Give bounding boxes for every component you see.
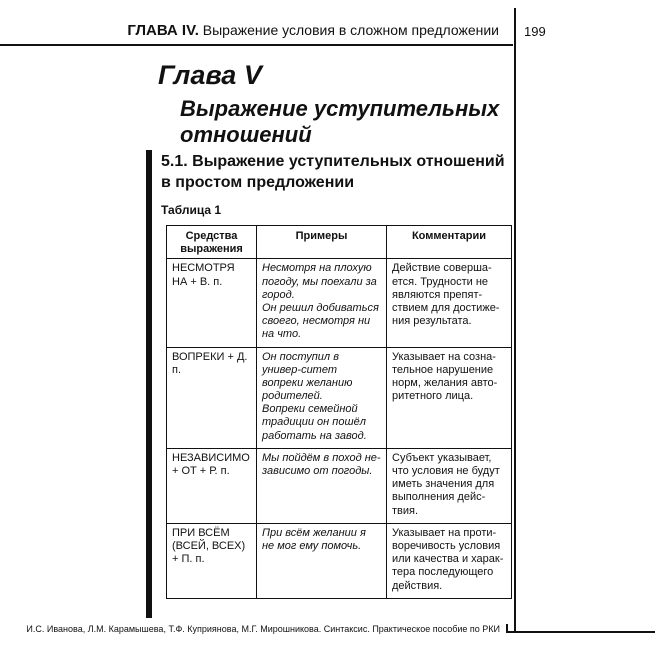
footer-credit: И.С. Иванова, Л.М. Карамышева, Т.Ф. Куприянова, М.Г. Мирошникова. Синтаксис. Практическое пособие по РКИ [26, 624, 500, 634]
column-header: Комментарии [387, 226, 512, 259]
running-head-text [127, 22, 499, 39]
means-cell: ВОПРЕКИ + Д. п. [167, 347, 257, 448]
table-caption: Таблица 1 [161, 203, 222, 217]
comment-cell: Указывает на проти-воречивость условия или качества и харак-тера последующего действия. [387, 523, 512, 598]
running-head-chapter: ГЛАВА IV. [127, 22, 199, 39]
comment-cell: Действие соверша-ется. Трудности не являются препят-ствием для достиже-ния результата. [387, 259, 512, 347]
means-cell: ПРИ ВСЁМ (ВСЕЙ, ВСЕХ) + П. п. [167, 523, 257, 598]
table-row [167, 347, 512, 448]
chapter-title: Глава V [158, 60, 262, 90]
running-head [0, 22, 513, 46]
footer-rule [508, 631, 655, 633]
means-cell: НЕЗАВИСИМО + ОТ + Р. п. [167, 448, 257, 523]
examples-cell: Несмотря на плохую погоду, мы поехали за город. Он решил добиваться своего, несмотря ни на что. [257, 259, 387, 347]
means-cell: НЕСМОТРЯ НА + В. п. [167, 259, 257, 347]
column-header: Средства выражения [167, 226, 257, 259]
examples-cell: Он поступил в универ-ситет вопреки желанию родителей. Вопреки семейной традиции он пошёл работать на завод. [257, 347, 387, 448]
grammar-table [166, 225, 512, 599]
table-row [167, 448, 512, 523]
examples-cell: При всём желании я не мог ему помочь. [257, 523, 387, 598]
table-row [167, 259, 512, 347]
vertical-rule [514, 8, 516, 631]
column-header: Примеры [257, 226, 387, 259]
section-margin-bar [146, 150, 152, 618]
examples-cell: Мы пойдём в поход не-зависимо от погоды. [257, 448, 387, 523]
comment-cell: Субъект указывает, что условия не будут иметь значения для выполнения дейс-твия. [387, 448, 512, 523]
table-row [167, 523, 512, 598]
chapter-subtitle: Выражение уступительных отношений [180, 96, 500, 147]
comment-cell: Указывает на сознa-тельное нарушение норм, желания авто-ритетного лица. [387, 347, 512, 448]
table-header-row [167, 226, 512, 259]
running-head-title: Выражение условия в сложном предложении [202, 22, 499, 38]
page-number: 199 [524, 24, 546, 39]
section-title: 5.1. Выражение уступительных отношений в простом предложении [161, 153, 505, 191]
